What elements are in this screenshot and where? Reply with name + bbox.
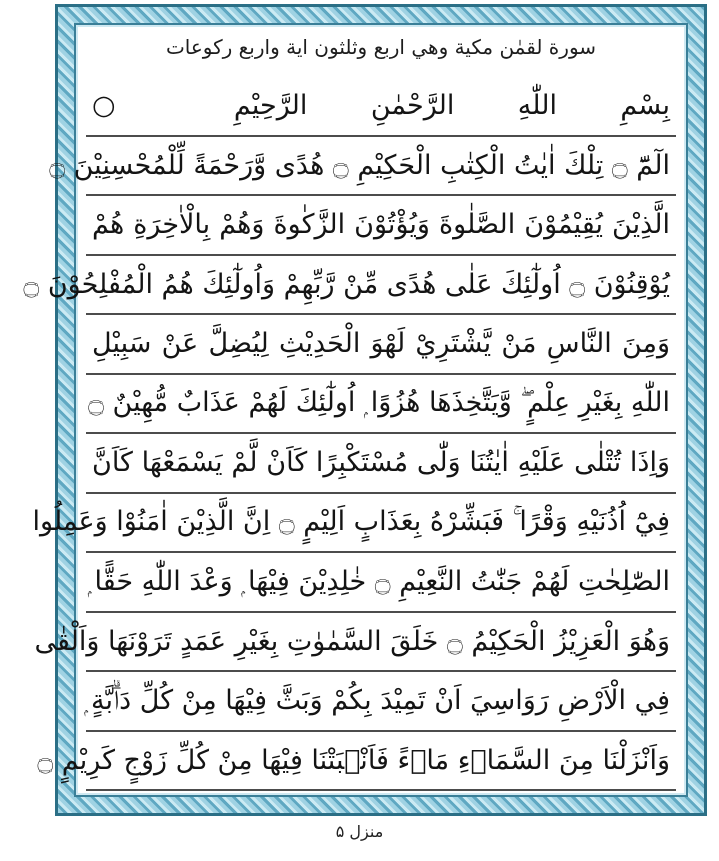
text-line (32, 494, 676, 554)
text-line (49, 137, 676, 197)
surah-title: سورة لقمٰن مكية وهي اربع وثلثون اية واربع ركوعات (165, 35, 597, 59)
line-text: فِيْٓ اُذُنَيْهِ وَقْرًا ۚ فَبَشِّرْهُ بِعَذَابٍ اَلِيْمٍ ۝ اِنَّ الَّذِيْنَ اٰمَنُوْا وَعَمِلُوا (32, 506, 670, 538)
line-text: وَاِذَا تُتْلٰى عَلَيْهِ اٰيٰتُنَا وَلّٰى مُسْتَكْبِرًا كَاَنْ لَّمْ يَسْمَعْهَا كَاَنَّ (92, 447, 670, 479)
surah-header (76, 25, 686, 69)
line-text: فِي الْاَرْضِ رَوَاسِيَ اَنْ تَمِيْدَ بِكُمْ وَبَثَّ فِيْهَا مِنْ كُلِّ دَاۗبَّةٍ ۭ (84, 684, 670, 716)
text-line (86, 553, 676, 613)
text-line (34, 613, 676, 673)
page-footer (0, 822, 719, 841)
line-text: وَمِنَ النَّاسِ مَنْ يَّشْتَرِيْ لَهْوَ الْحَدِيْثِ لِيُضِلَّ عَنْ سَبِيْلِ (92, 328, 670, 360)
line-text: يُوْقِنُوْنَ ۝ اُولٰٓئِكَ عَلٰى هُدًى مِّنْ رَّبِّهِمْ وَاُولٰٓئِكَ هُمُ الْمُفْلِحُوْنَ ۝ (23, 268, 670, 300)
text-line (86, 434, 676, 494)
text-line (86, 196, 676, 256)
line-text: وَاَنْزَلْنَا مِنَ السَّمَاۗءِ مَاۗءً فَاَنْۢبَتْنَا فِيْهَا مِنْ كُلِّ زَوْجٍ كَرِيْمٍ ۝ (37, 744, 670, 776)
page-border (23, 4, 707, 816)
line-text: الٓمّٓ ۝ تِلْكَ اٰيٰتُ الْكِتٰبِ الْحَكِيْمِ ۝ هُدًى وَّرَحْمَةً لِّلْمُحْسِنِيْنَ ۝ (49, 149, 670, 181)
quran-text (23, 77, 676, 785)
text-line (86, 315, 676, 375)
line-text: بِسْمِ اللّٰهِ الرَّحْمٰنِ الرَّحِيْمِ ○ (92, 90, 670, 122)
page-content-area (23, 23, 688, 797)
text-line (86, 375, 676, 435)
manzil-label: منزل ۵ (335, 822, 384, 841)
line-text: وَهُوَ الْعَزِيْزُ الْحَكِيْمُ ۝ خَلَقَ السَّمٰوٰتِ بِغَيْرِ عَمَدٍ تَرَوْنَهَا وَاَلْقٰى (34, 625, 670, 657)
line-text: الَّذِيْنَ يُقِيْمُوْنَ الصَّلٰوةَ وَيُؤْتُوْنَ الزَّكٰوةَ وَهُمْ بِالْاٰخِرَةِ هُمْ (92, 209, 670, 241)
text-line (86, 672, 676, 732)
text-line (23, 256, 676, 316)
text-line (86, 77, 676, 137)
line-text: اللّٰهِ بِغَيْرِ عِلْمٍ ۖ وَّيَتَّخِذَهَا هُزُوًا ۭ اُولٰٓئِكَ لَهُمْ عَذَابٌ مُّهِيْنٌ ۝ (88, 387, 670, 419)
line-text: الصّٰلِحٰتِ لَهُمْ جَنّٰتُ النَّعِيْمِ ۝ خٰلِدِيْنَ فِيْهَا ۭ وَعْدَ اللّٰهِ حَقًّا ۭ (87, 565, 670, 597)
text-line (37, 732, 676, 792)
